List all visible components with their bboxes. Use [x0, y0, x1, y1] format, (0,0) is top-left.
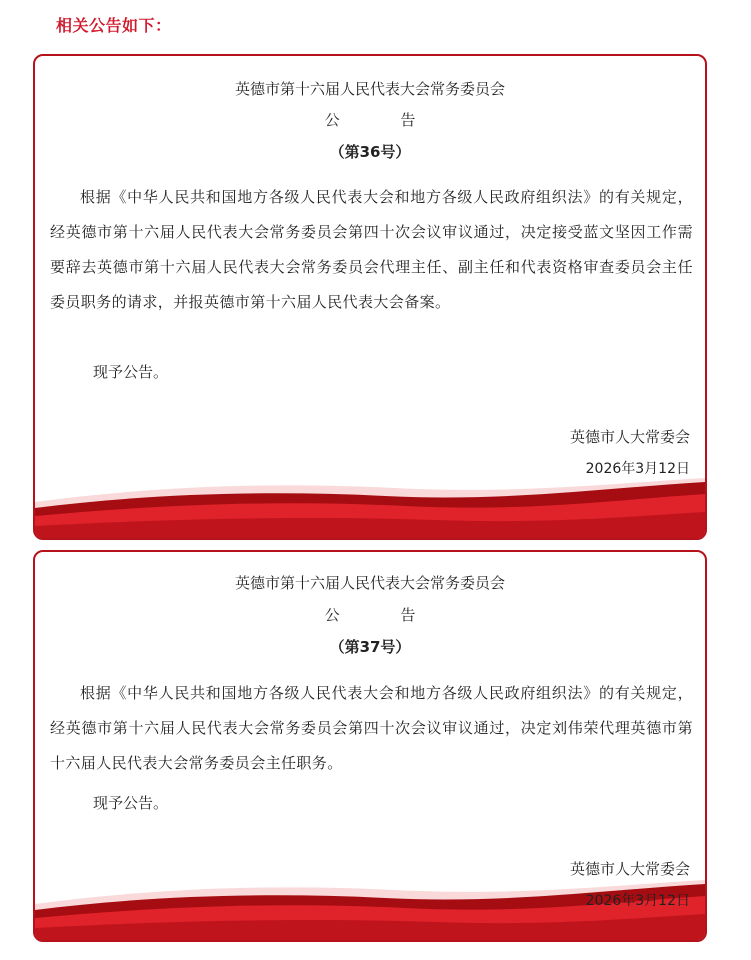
- notice-number: （第36号）: [329, 143, 411, 161]
- notice-card: [33, 550, 707, 942]
- notice-card: [33, 54, 707, 540]
- red-wave-decoration: [35, 880, 705, 940]
- section-title: 相关公告如下：: [56, 16, 172, 35]
- notice-body: [50, 180, 693, 320]
- notice-body-paragraph: 根据《中华人民共和国地方各级人民代表大会和地方各级人民政府组织法》的有关规定，经英德市第十六届人民代表大会常务委员会第四十次会议审议通过，决定刘伟荣代理英德市第十六届人民代表大会常务委员会主任职务。: [50, 684, 693, 772]
- notice-signature: 英德市人大常委会: [569, 860, 690, 878]
- notice-date: 2026年3月12日: [585, 461, 690, 477]
- red-wave-decoration: [35, 478, 705, 538]
- notice-type: 公 告: [324, 606, 444, 624]
- notice-signature: 英德市人大常委会: [569, 428, 690, 446]
- notice-type: 公 告: [324, 111, 444, 129]
- notice-body: [50, 676, 693, 781]
- notice-number: （第37号）: [329, 638, 411, 656]
- notice-date: 2026年3月12日: [585, 893, 690, 909]
- notice-closing: 现予公告。: [93, 794, 169, 812]
- notice-org: 英德市第十六届人民代表大会常务委员会: [234, 574, 505, 592]
- notice-closing: 现予公告。: [93, 363, 169, 381]
- notice-body-paragraph: 根据《中华人民共和国地方各级人民代表大会和地方各级人民政府组织法》的有关规定，经英德市第十六届人民代表大会常务委员会第四十次会议审议通过，决定接受蓝文坚因工作需要辞去英德市第十六届人民代表大会常务委员会代理主任、副主任和代表资格审查委员会主任委员职务的请求，并报英德市第十六届人民代表大会备案。: [50, 188, 693, 311]
- notice-org: 英德市第十六届人民代表大会常务委员会: [234, 80, 505, 98]
